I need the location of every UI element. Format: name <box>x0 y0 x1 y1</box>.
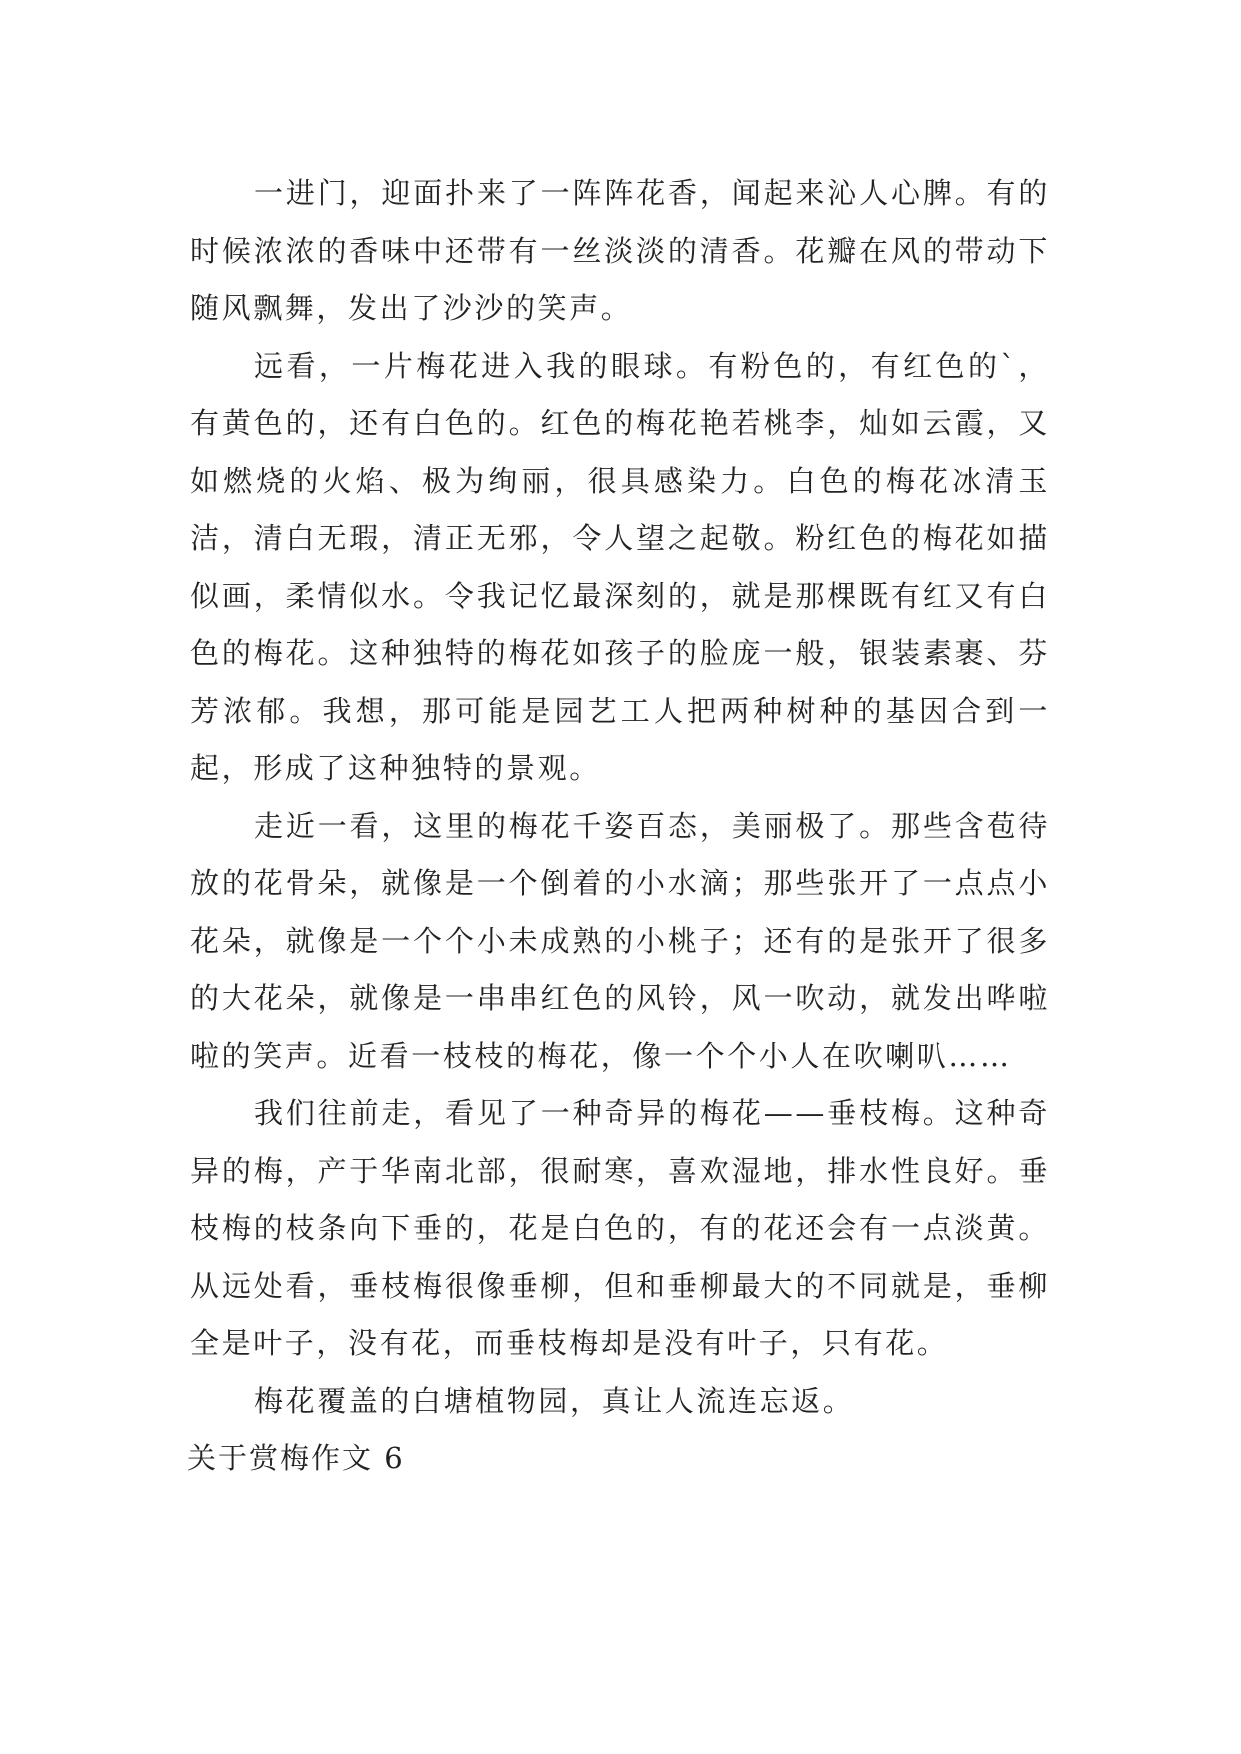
next-essay-heading: 关于赏梅作文 6 <box>187 1441 405 1475</box>
paragraph-entrance: 一进门，迎面扑来了一阵阵花香，闻起来沁人心脾。有的时候浓浓的香味中还带有一丝淡淡的清香。花瓣在风的带动下随风飘舞，发出了沙沙的笑声。 <box>190 176 1050 325</box>
paragraph-weeping-plum: 我们往前走，看见了一种奇异的梅花——垂枝梅。这种奇异的梅，产于华南北部，很耐寒，喜欢湿地，排水性良好。垂枝梅的枝条向下垂的，花是白色的，有的花还会有一点淡黄。从远处看，垂枝梅很像垂柳，但和垂柳最大的不同就是，垂柳全是叶子，没有花，而垂枝梅却是没有叶子，只有花。 <box>190 1096 1050 1360</box>
paragraph-distant-view: 远看，一片梅花进入我的眼球。有粉色的，有红色的`，有黄色的，还有白色的。红色的梅花艳若桃李，灿如云霞，又如燃烧的火焰、极为绚丽，很具感染力。白色的梅花冰清玉洁，清白无瑕，清正无邪，令人望之起敬。粉红色的梅花如描似画，柔情似水。令我记忆最深刻的，就是那棵既有红又有白色的梅花。这种独特的梅花如孩子的脸庞一般，银装素裹、芬芳浓郁。我想，那可能是园艺工人把两种树种的基因合到一起，形成了这种独特的景观。 <box>190 348 1050 785</box>
document-page <box>187 165 1050 1488</box>
paragraph-conclusion: 梅花覆盖的白塘植物园，真让人流连忘返。 <box>254 1383 855 1418</box>
paragraph-close-view: 走近一看，这里的梅花千姿百态，美丽极了。那些含苞待放的花骨朵，就像是一个倒着的小水滴；那些张开了一点点小花朵，就像是一个个小未成熟的小桃子；还有的是张开了很多的大花朵，就像是一串串红色的风铃，风一吹动，就发出哗啦啦的笑声。近看一枝枝的梅花，像一个个小人在吹喇叭…… <box>190 808 1050 1073</box>
